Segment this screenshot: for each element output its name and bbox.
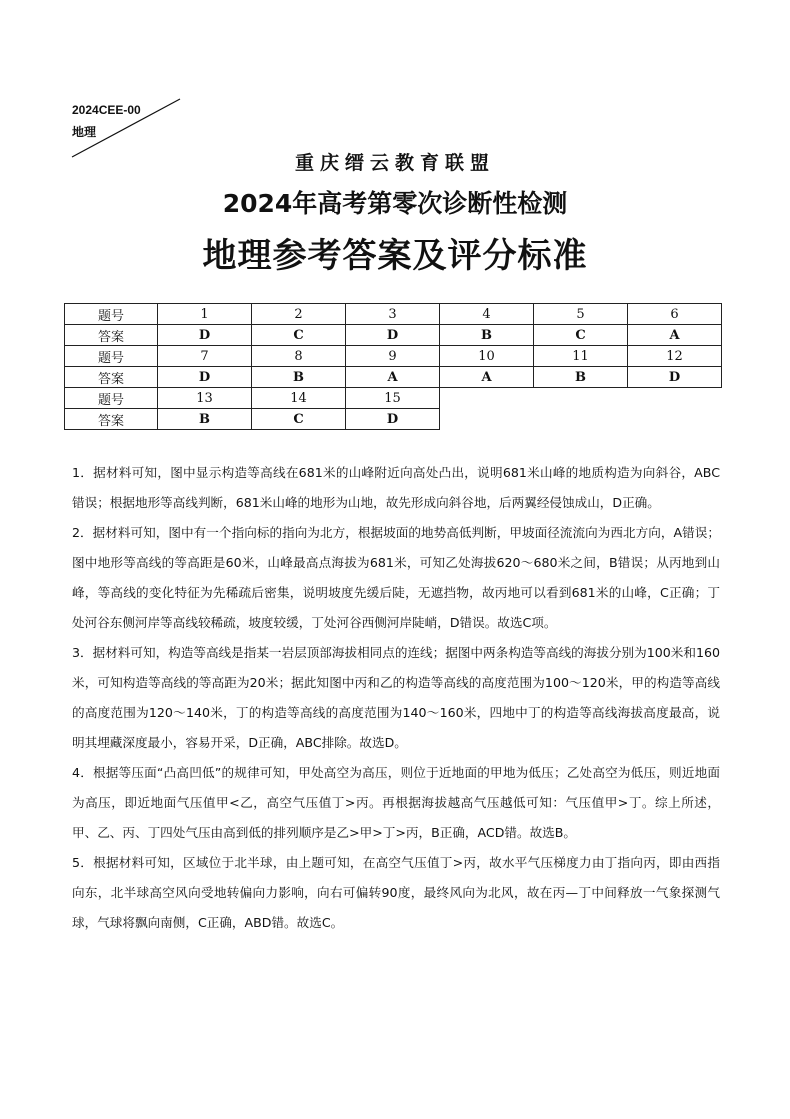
document-main-title: 地理参考答案及评分标准: [202, 236, 588, 276]
question-number: 4: [440, 304, 534, 325]
table-row: [65, 346, 722, 367]
answer-cell: D: [346, 409, 440, 430]
question-number: 10: [440, 346, 534, 367]
answer-cell: A: [628, 325, 722, 346]
answer-cell: C: [252, 409, 346, 430]
document-code: 2024CEE-00: [72, 103, 141, 117]
question-number: 9: [346, 346, 440, 367]
answer-cell: B: [158, 409, 252, 430]
answer-cell: D: [158, 367, 252, 388]
table-empty-space: [440, 409, 722, 430]
row-label-answer: 答案: [65, 325, 158, 346]
table-row: [65, 388, 722, 409]
row-label-question: 题号: [65, 304, 158, 325]
answer-cell: A: [346, 367, 440, 388]
answer-cell: B: [440, 325, 534, 346]
table-empty-space: [440, 388, 722, 409]
organization-title: 重庆缙云教育联盟: [294, 152, 495, 174]
explanation-paragraph: 4．根据等压面“凸高凹低”的规律可知，甲处高空为高压，则位于近地面的甲地为低压；乙处高空为低压，则近地面为高压，即近地面气压值甲<乙，高空气压值丁>丙。再根据海拔越高气压越低可知：气压值甲>丁。综上所述，甲、乙、丙、丁四处气压由高到低的排列顺序是乙>甲>丁>丙，B正确，ACD错。故选B。: [72, 765, 720, 840]
question-number: 7: [158, 346, 252, 367]
question-number: 8: [252, 346, 346, 367]
question-number: 11: [534, 346, 628, 367]
question-number: 2: [252, 304, 346, 325]
table-row: [65, 304, 722, 325]
exam-title: 2024年高考第零次诊断性检测: [222, 189, 568, 218]
answer-cell: B: [252, 367, 346, 388]
explanation-paragraph: 2．据材料可知，图中有一个指向标的指向为北方，根据坡面的地势高低判断，甲坡面径流流向为西北方向，A错误；图中地形等高线的等高距是60米，山峰最高点海拔为681米，可知乙处海拔620～680米之间，B错误；从丙地到山峰，等高线的变化特征为先稀疏后密集，说明坡度先缓后陡，无遮挡物，故丙地可以看到681米的山峰，C正确；丁处河谷东侧河岸等高线较稀疏，坡度较缓，丁处河谷西侧河岸陡峭，D错误。故选C项。: [72, 525, 720, 630]
table-row: [65, 367, 722, 388]
answer-cell: C: [252, 325, 346, 346]
answer-cell: D: [628, 367, 722, 388]
row-label-answer: 答案: [65, 409, 158, 430]
table-row: [65, 409, 722, 430]
answer-cell: D: [346, 325, 440, 346]
answer-cell: A: [440, 367, 534, 388]
explanations-section: [72, 458, 720, 938]
row-label-question: 题号: [65, 388, 158, 409]
subject-label: 地理: [72, 125, 97, 139]
answer-cell: C: [534, 325, 628, 346]
answer-table: [64, 303, 722, 430]
question-number: 13: [158, 388, 252, 409]
question-number: 6: [628, 304, 722, 325]
table-row: [65, 325, 722, 346]
explanation-paragraph: 1．据材料可知，图中显示构造等高线在681米的山峰附近向高处凸出，说明681米山峰的地质构造为向斜谷，ABC错误；根据地形等高线判断，681米山峰的地形为山地，故先形成向斜谷地，后两翼经侵蚀成山，D正确。: [72, 465, 720, 510]
question-number: 12: [628, 346, 722, 367]
row-label-question: 题号: [65, 346, 158, 367]
answer-cell: D: [158, 325, 252, 346]
question-number: 5: [534, 304, 628, 325]
explanation-paragraph: 5．根据材料可知，区域位于北半球，由上题可知，在高空气压值丁>丙，故水平气压梯度力由丁指向丙，即由西指向东，北半球高空风向受地转偏向力影响，向右可偏转90度，最终风向为北风，故在丙—丁中间释放一气象探测气球，气球将飘向南侧，C正确，ABD错。故选C。: [72, 855, 720, 930]
explanation-paragraph: 3．据材料可知，构造等高线是指某一岩层顶部海拔相同点的连线；据图中两条构造等高线的海拔分别为100米和160米，可知构造等高线的等高距为20米；据此知图中丙和乙的构造等高线的高度范围为100～120米，甲的构造等高线的高度范围为120～140米，丁的构造等高线的高度范围为140～160米，四地中丁的构造等高线海拔高度最高，说明其埋藏深度最小，容易开采，D正确，ABC排除。故选D。: [72, 645, 720, 750]
row-label-answer: 答案: [65, 367, 158, 388]
question-number: 15: [346, 388, 440, 409]
question-number: 3: [346, 304, 440, 325]
question-number: 14: [252, 388, 346, 409]
answer-cell: B: [534, 367, 628, 388]
question-number: 1: [158, 304, 252, 325]
